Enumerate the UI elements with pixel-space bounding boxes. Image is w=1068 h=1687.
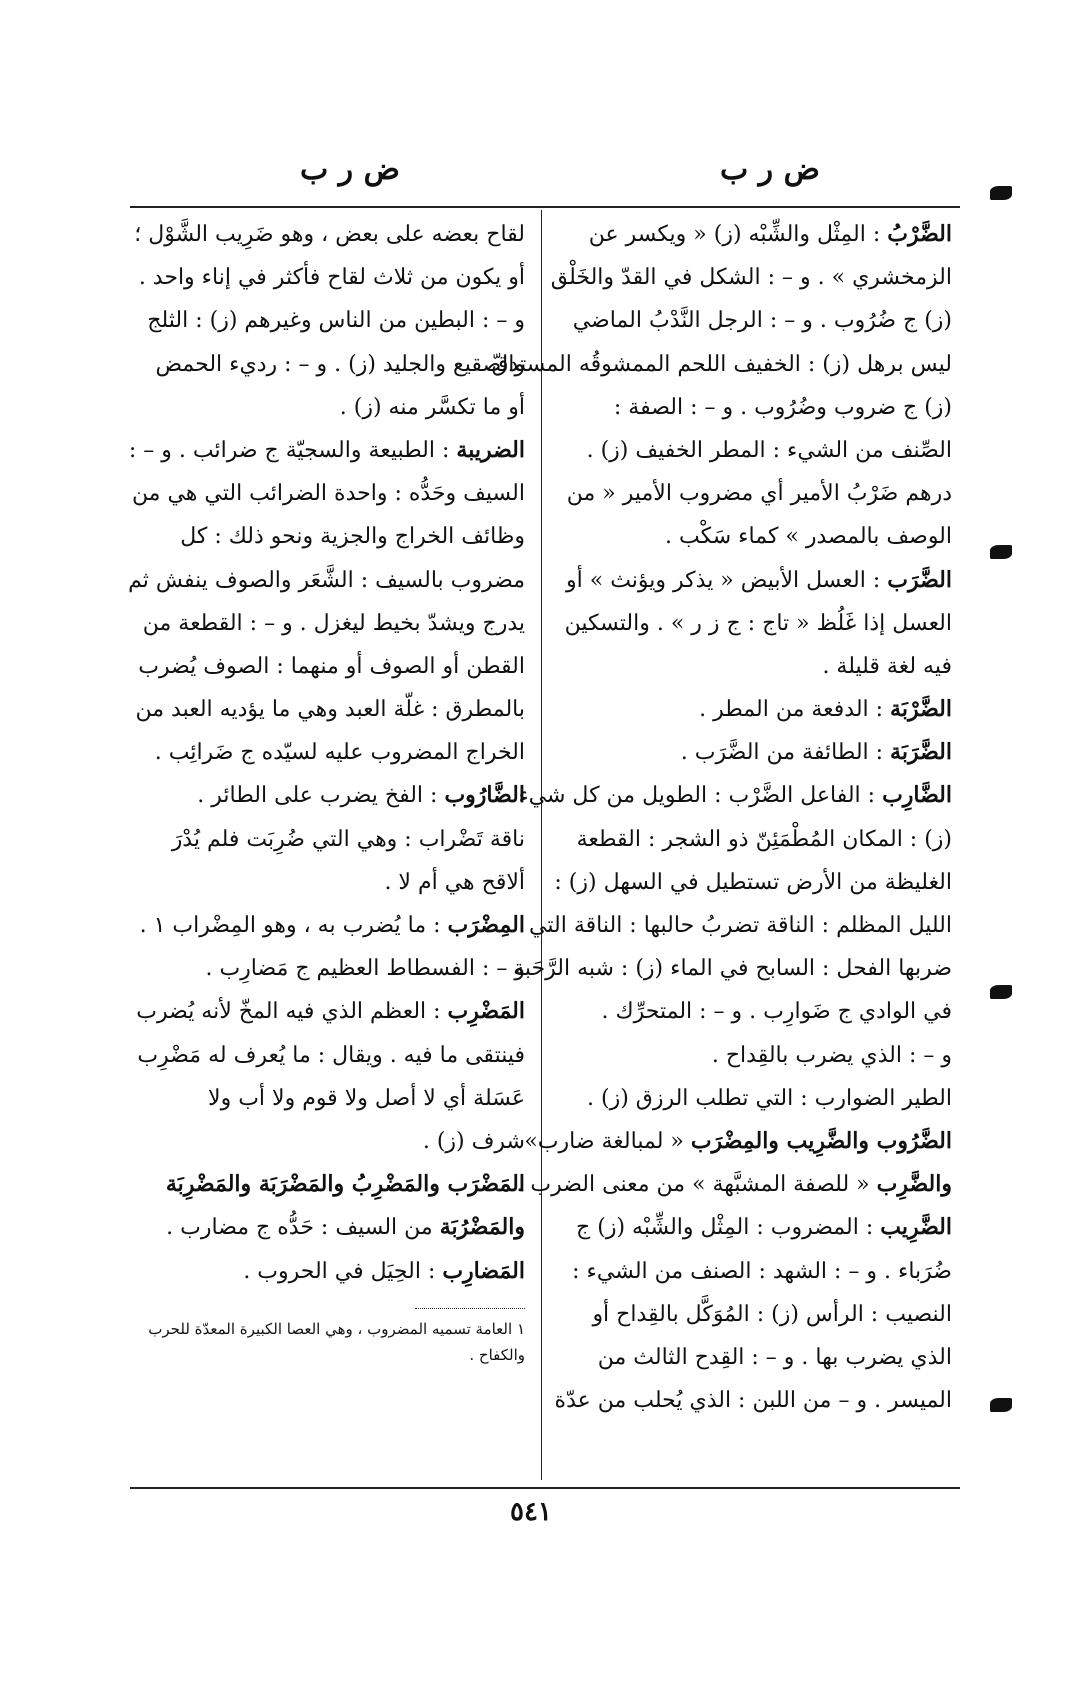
entry-line	[555, 386, 952, 429]
entry-line	[123, 386, 525, 429]
entry-line	[555, 1077, 952, 1120]
footnote-separator	[415, 1308, 525, 1309]
entry-line	[123, 731, 525, 774]
headword: الضَّارُوب	[444, 782, 525, 809]
entry-line	[123, 688, 525, 731]
definition-text: الغليظة من الأرض تستطيل في السهل (ز) :	[554, 869, 952, 895]
definition-text: : الطائفة من الضَّرَب .	[680, 740, 891, 766]
definition-text: (ز) ج ضروب وضُرُوب . و – : الصفة :	[613, 394, 952, 420]
entry-line	[555, 1206, 952, 1249]
entry-line	[555, 1250, 952, 1293]
definition-text: (ز) : المكان المُطْمَئِنّ ذو الشجر : القطعة	[576, 826, 952, 852]
definition-text: لقاح بعضه على بعض ، وهو ضَرِيب الشَّوْل ؛	[134, 222, 525, 247]
entry-line	[555, 861, 952, 904]
entry-line	[123, 213, 525, 256]
definition-text: العسل إذا غَلُظ « تاج : ج ز ر » . والتسكين	[564, 610, 952, 636]
entry-line	[550, 256, 952, 299]
margin-mark	[990, 186, 1012, 200]
entry-line	[555, 990, 952, 1033]
entry-line	[529, 904, 952, 947]
entry-line	[555, 1379, 952, 1422]
entry-line	[555, 429, 952, 472]
entry-line	[123, 1120, 525, 1163]
headword: الضريبة	[456, 436, 525, 463]
definition-text: الوصف بالمصدر » كماء سَكْب .	[665, 524, 952, 550]
definition-text: « لمبالغة ضارب»	[524, 1128, 691, 1154]
definition-text: و – : الفسطاط العظيم ج مَضارِب .	[205, 956, 525, 982]
column-divider	[541, 210, 542, 1480]
entry-line	[513, 947, 952, 990]
definition-text: ضُرَباء . و – : الشهد : الصنف من الشيء :	[572, 1258, 952, 1284]
entry-line	[123, 1206, 525, 1249]
definition-text: : العظم الذي فيه المخّ لأنه يُضرب	[136, 999, 448, 1025]
entry-line	[123, 774, 525, 817]
definition-text: النصيب : الرأس (ز) : المُوَكَّل بالقِداح أو	[592, 1301, 952, 1327]
definition-text: عَسَلة أي لا أصل ولا قوم ولا أب ولا	[208, 1085, 525, 1111]
entry-line	[555, 818, 952, 861]
definition-text: : الفاعل الضَّرْب : الطويل من كل شيء	[518, 783, 883, 809]
entry-line	[123, 904, 525, 947]
headword: المَضْرَب والمَضْرِبُ والمَضْرَبَة والمَضْرِبَة	[165, 1171, 525, 1198]
left-column	[123, 213, 525, 1293]
definition-text: أو ما تكسَّر منه (ز) .	[339, 394, 525, 420]
headword: الضَّارِب	[882, 782, 952, 809]
definition-text: الطير الضوارب : التي تطلب الرزق (ز) .	[587, 1085, 952, 1111]
entry-line	[555, 1336, 952, 1379]
entry-line	[555, 213, 952, 256]
definition-text: : الطبيعة والسجيّة ج ضرائب . و – :	[128, 437, 457, 463]
headword: المَضارِب	[442, 1257, 525, 1284]
definition-text: الذي يضرب بها . و – : القِدح الثالث من	[597, 1344, 952, 1370]
headword: والمَضْرُبَة	[439, 1214, 525, 1241]
definition-text: في الوادي ج ضَوارِب . و – : المتحرِّك .	[601, 999, 952, 1025]
definition-text: : الحِيَل في الحروب .	[243, 1258, 443, 1284]
entry-line	[123, 818, 525, 861]
right-column	[491, 213, 952, 1422]
entry-line	[555, 299, 952, 342]
definition-text: أو يكون من ثلاث لقاح فأكثر في إناء واحد .	[138, 265, 525, 291]
headword: الضَّرِيب	[880, 1214, 952, 1241]
definition-text: : الفخ يضرب على الطائر .	[197, 783, 445, 809]
definition-text: ضربها الفحل : السابح في الماء (ز) : شبه الرَّحَبة	[513, 956, 952, 982]
entry-line	[516, 1163, 952, 1206]
entry-line	[518, 774, 952, 817]
entry-line	[123, 256, 525, 299]
headword: المَضْرِب	[447, 998, 525, 1025]
entry-line	[123, 645, 525, 688]
definition-text: ناقة تَضْراب : وهي التي ضُرِبَت فلم يُدْرَ	[171, 826, 525, 852]
definition-text: درهم ضَرْبُ الأمير أي مضروب الأمير « من	[566, 481, 952, 507]
headword: الضَّرَبَة	[890, 739, 952, 766]
entry-line	[555, 559, 952, 602]
definition-text: يدرج ويشدّ بخيط ليغزل . و – : القطعة من	[142, 610, 525, 636]
entry-line	[123, 1250, 525, 1293]
definition-text: الميسر . و – من اللبن : الذي يُحلب من عدّة	[554, 1388, 952, 1414]
entry-line	[555, 602, 952, 645]
definition-text: فيه لغة قليلة .	[822, 653, 952, 679]
entry-line	[555, 1293, 952, 1336]
footer-rule	[130, 1487, 960, 1489]
definition-text: ألاقح هي أم لا .	[384, 869, 525, 895]
entry-line	[123, 861, 525, 904]
page-number: ٥٤١	[510, 1497, 552, 1527]
definition-text: الليل المظلم : الناقة تضربُ حالبها : الناقة التي	[529, 913, 952, 938]
running-head-right: ض ر ب	[720, 152, 820, 187]
definition-text: : العسل الأبيض « يذكر ويؤنث » أو	[566, 567, 888, 593]
headword: والضَّرِب	[876, 1171, 952, 1198]
headword: الضَّرْبَة	[890, 696, 952, 723]
entry-line	[123, 429, 525, 472]
entry-line	[123, 947, 525, 990]
entry-line	[555, 515, 952, 558]
entry-line	[123, 1077, 525, 1120]
entry-line	[123, 602, 525, 645]
definition-text: فينتقى ما فيه . ويقال : ما يُعرف له مَضْرِب	[137, 1042, 525, 1068]
headword: الضَّرَب	[887, 566, 952, 593]
margin-mark	[990, 985, 1012, 999]
headword: الضَّرْبُ	[887, 221, 952, 247]
entry-line	[491, 343, 952, 386]
entry-line	[524, 1120, 952, 1163]
definition-text: القطن أو الصوف أو منهما : الصوف يُضرب	[138, 653, 525, 679]
entry-line	[123, 472, 525, 515]
entry-line	[555, 472, 952, 515]
headword: الضَّرُوب والضَّرِيب والمِضْرَب	[690, 1127, 952, 1154]
definition-text: وظائف الخراج والجزية ونحو ذلك : كل	[180, 524, 525, 550]
entry-line	[123, 1163, 525, 1206]
definition-text: الزمخشري » . و – : الشكل في القدّ والخَلْق	[550, 265, 952, 291]
definition-text: ليس برهل (ز) : الخفيف اللحم الممشوقُه المستدقّ	[491, 351, 952, 377]
entry-line	[555, 731, 952, 774]
definition-text: بالمطرق : غلّة العبد وهي ما يؤديه العبد من	[135, 697, 525, 723]
definition-text: و – : البطين من الناس وغيرهم (ز) : الثلج	[147, 308, 525, 334]
definition-text: و – : الذي يضرب بالقِداح .	[711, 1042, 952, 1068]
definition-text: : المِثْل والشِّبْه (ز) « ويكسر عن	[588, 222, 888, 247]
definition-text: (ز) ج ضُرُوب . و – : الرجل النَّدْبُ الماضي	[572, 308, 952, 334]
headword: المِضْرَب	[447, 912, 525, 938]
definition-text: الخراج المضروب عليه لسيّده ج ضَرائِب .	[154, 740, 525, 766]
entry-line	[555, 688, 952, 731]
entry-line	[123, 990, 525, 1033]
entry-line	[123, 299, 525, 342]
entry-line	[555, 645, 952, 688]
definition-text: من السيف : حَدُّه ج مضارب .	[166, 1215, 440, 1241]
entry-line	[123, 515, 525, 558]
header-rule	[130, 206, 960, 208]
entry-line	[123, 559, 525, 602]
entry-line	[123, 1034, 525, 1077]
definition-text: والصقيع والجليد (ز) . و – : رديء الحمض	[155, 351, 525, 377]
margin-mark	[990, 1398, 1012, 1412]
footnote: ١ العامة تسميه المضروب ، وهي العصا الكبيرة المعدّة للحرب والكفاح .	[148, 1320, 525, 1364]
definition-text: الصِّنف من الشيء : المطر الخفيف (ز) .	[586, 437, 952, 463]
definition-text: : الدفعة من المطر .	[699, 697, 891, 723]
entry-line	[123, 343, 525, 386]
definition-text: السيف وحَدُّه : واحدة الضرائب التي هي من	[131, 481, 525, 507]
running-head-left: ض ر ب	[300, 152, 400, 187]
definition-text: مضروب بالسيف : الشَّعَر والصوف ينفش ثم	[128, 567, 525, 593]
definition-text: : ما يُضرب به ، وهو المِضْراب ١ .	[139, 913, 448, 938]
definition-text: « للصفة المشبَّهة » من معنى الضرب .	[516, 1172, 877, 1198]
definition-text: شرف (ز) .	[422, 1128, 525, 1154]
entry-line	[555, 1034, 952, 1077]
margin-mark	[990, 545, 1012, 559]
definition-text: : المضروب : المِثْل والشِّبْه (ز) ج	[576, 1215, 881, 1241]
